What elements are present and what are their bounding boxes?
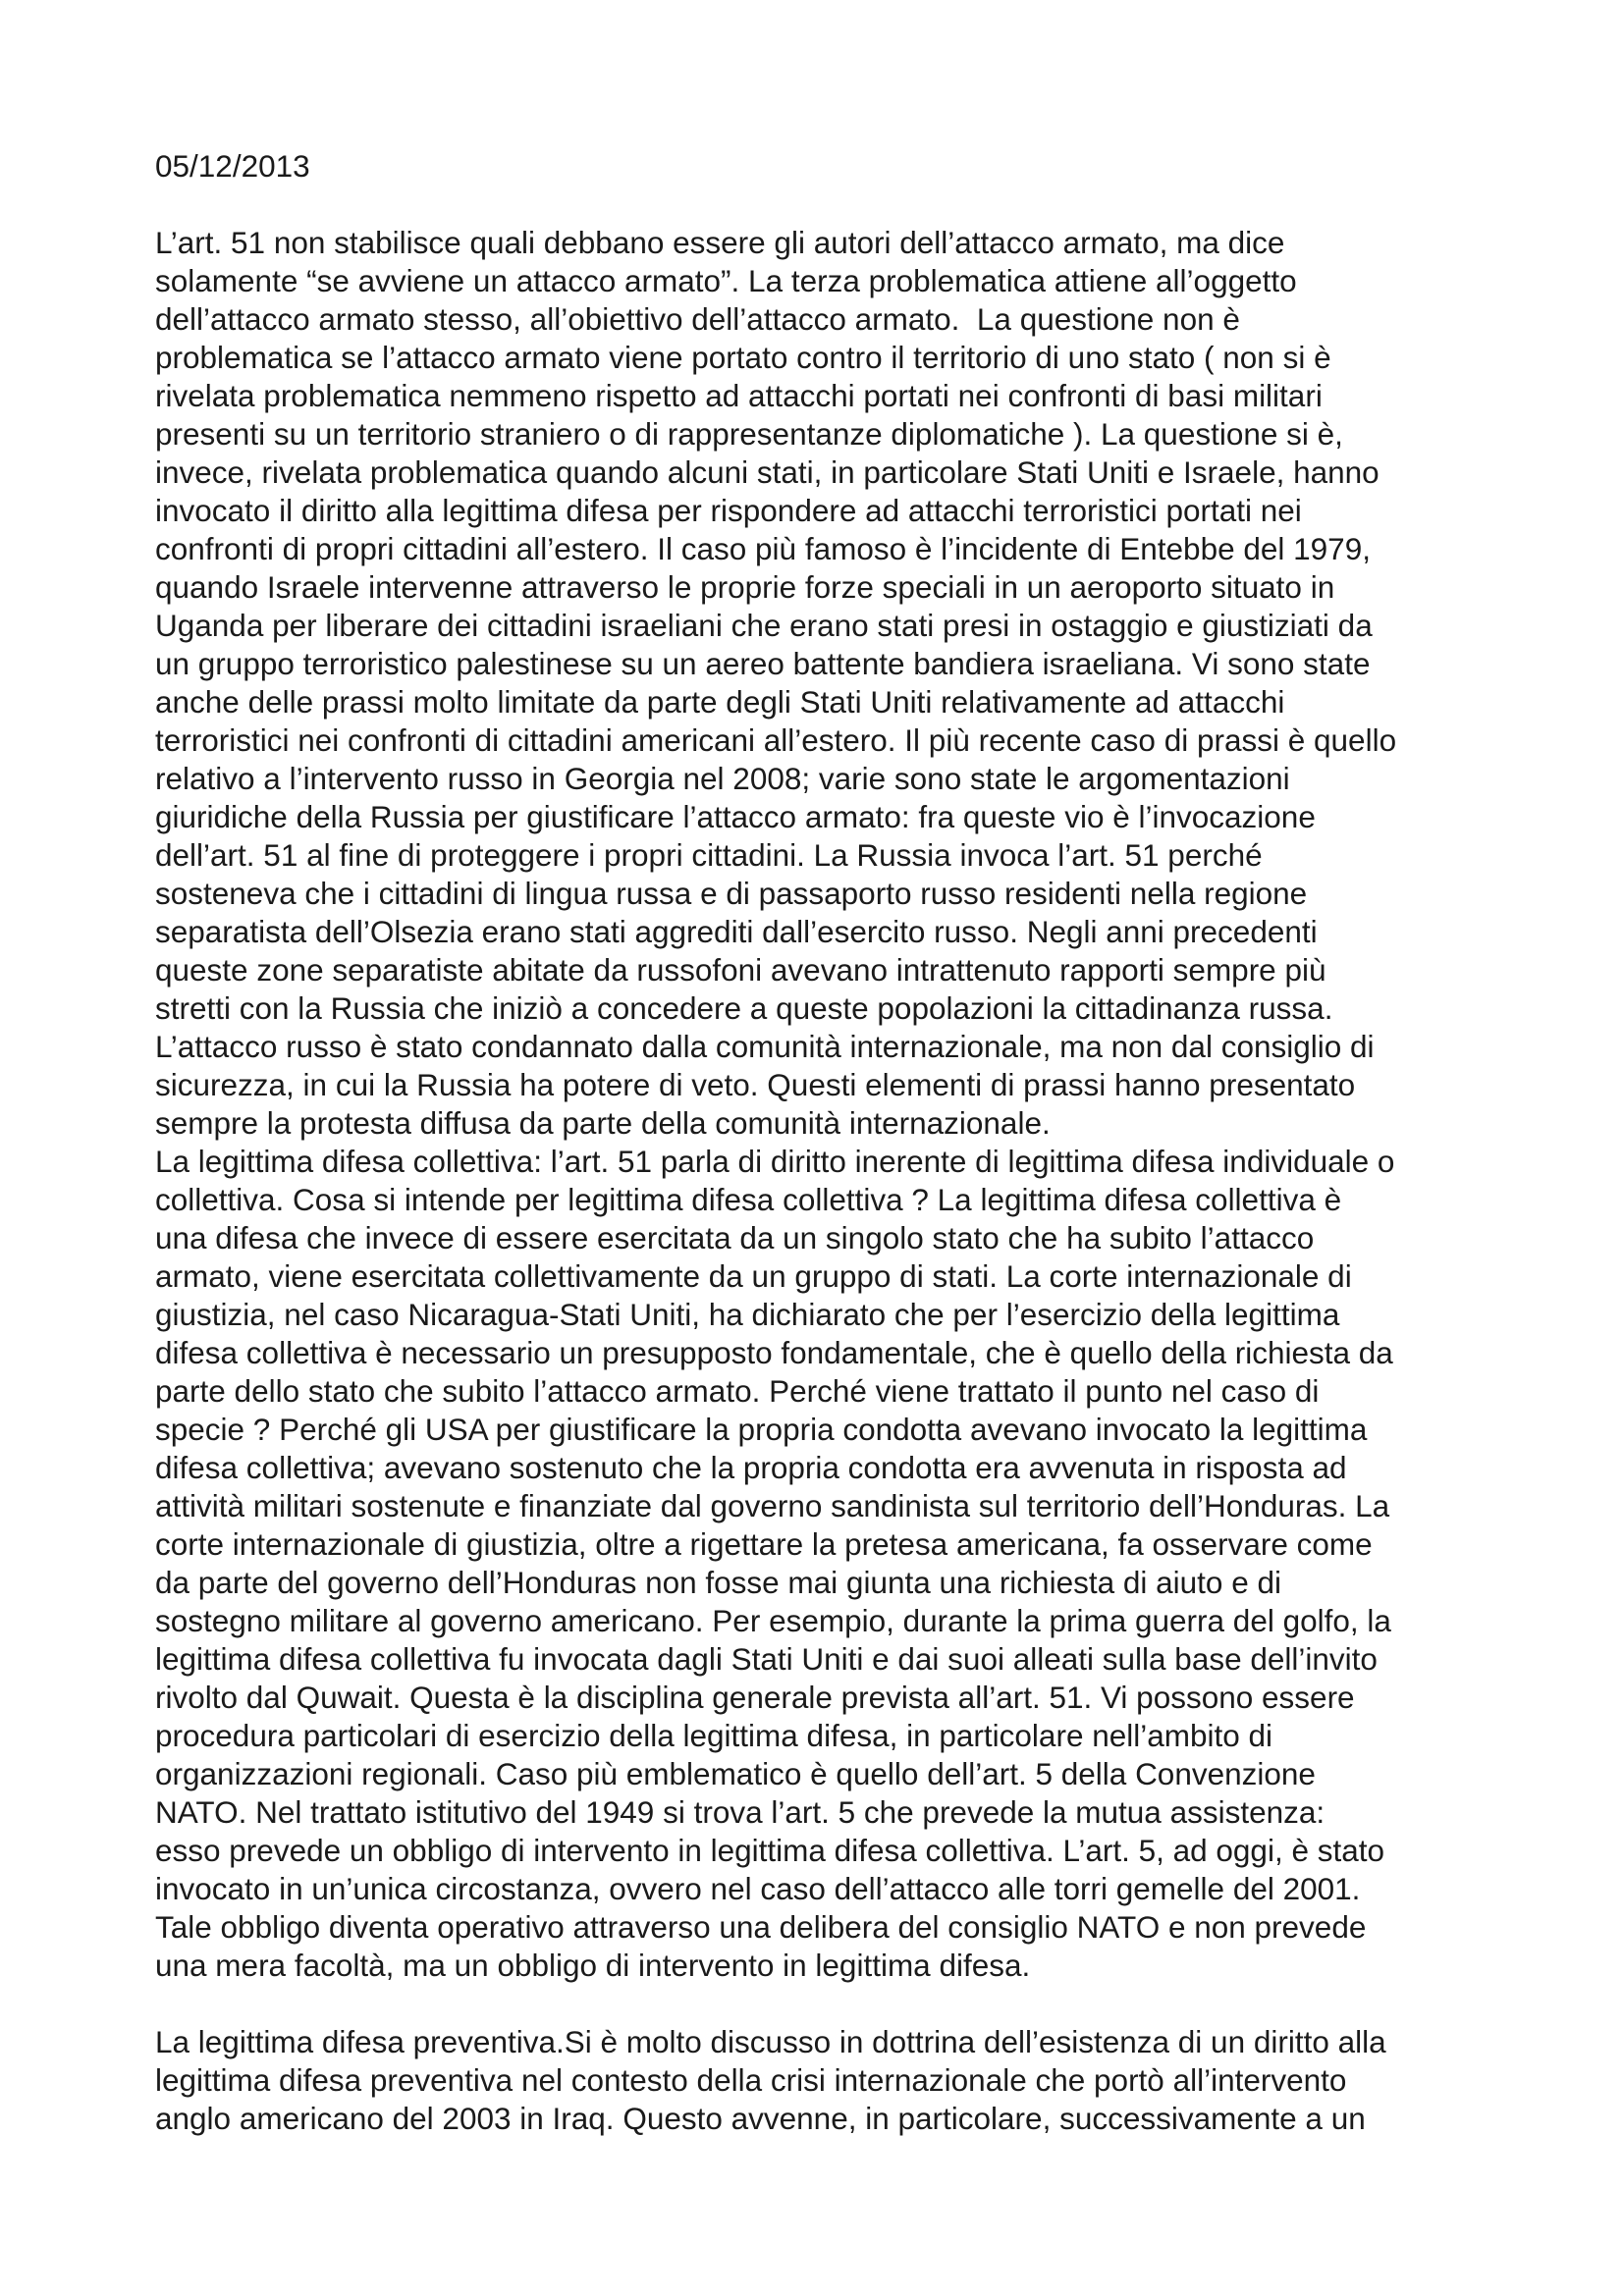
text-line: problematica se l’attacco armato viene portato contro il territorio di uno stato ( non si è: [155, 340, 1331, 375]
text-line: stretti con la Russia che iniziò a concedere a queste popolazioni la cittadinanza russa.: [155, 990, 1333, 1026]
text-line: solamente “se avviene un attacco armato”. La terza problematica attiene all’oggetto: [155, 263, 1297, 298]
text-line: sempre la protesta diffusa da parte della comunità internazionale.: [155, 1105, 1051, 1141]
text-line: La legittima difesa collettiva: l’art. 51 parla di diritto inerente di legittima difesa individuale o: [155, 1144, 1395, 1179]
text-line: una mera facoltà, ma un obbligo di intervento in legittima difesa.: [155, 1948, 1031, 1983]
text-line: quando Israele intervenne attraverso le proprie forze speciali in un aeroporto situato in: [155, 569, 1335, 605]
text-line: dell’art. 51 al fine di proteggere i propri cittadini. La Russia invoca l’art. 51 perché: [155, 837, 1263, 873]
text-line: separatista dell’Olsezia erano stati aggrediti dall’esercito russo. Negli anni precedenti: [155, 914, 1318, 949]
text-line: anche delle prassi molto limitate da parte degli Stati Uniti relativamente ad attacchi: [155, 684, 1285, 720]
text-line: relativo a l’intervento russo in Georgia nel 2008; varie sono state le argomentazioni: [155, 761, 1290, 796]
text-line: specie ? Perché gli USA per giustificare la propria condotta avevano invocato la legittima: [155, 1412, 1368, 1447]
text-line: terroristici nei confronti di cittadini americani all’estero. Il più recente caso di prassi è quello: [155, 722, 1397, 758]
text-line: rivelata problematica nemmeno rispetto ad attacchi portati nei confronti di basi militari: [155, 378, 1323, 413]
paragraph-spacer: [155, 1985, 1490, 2023]
text-line: presenti su un territorio straniero o di rappresentanze diplomatiche ). La questione si è,: [155, 416, 1343, 452]
text-line: L’art. 51 non stabilisce quali debbano essere gli autori dell’attacco armato, ma dice: [155, 225, 1285, 260]
text-line: difesa collettiva è necessario un presupposto fondamentale, che è quello della richiesta da: [155, 1335, 1393, 1370]
text-line: anglo americano del 2003 in Iraq. Questo avvenne, in particolare, successivamente a un: [155, 2101, 1366, 2136]
text-line: L’attacco russo è stato condannato dalla comunità internazionale, ma non dal consiglio di: [155, 1029, 1375, 1064]
text-line: parte dello stato che subito l’attacco armato. Perché viene trattato il punto nel caso di: [155, 1373, 1320, 1409]
text-line: dell’attacco armato stesso, all’obiettivo dell’attacco armato. La questione non è: [155, 301, 1240, 337]
text-line: invocato il diritto alla legittima difesa per rispondere ad attacchi terroristici portati nei: [155, 493, 1302, 528]
text-line: Uganda per liberare dei cittadini israeliani che erano stati presi in ostaggio e giustiziati da: [155, 608, 1373, 643]
paragraph-preventive-defense: [155, 2023, 1490, 2138]
text-line: legittima difesa preventiva nel contesto della crisi internazionale che portò all’intervento: [155, 2062, 1347, 2098]
text-line: un gruppo terroristico palestinese su un aereo battente bandiera israeliana. Vi sono state: [155, 646, 1371, 681]
text-line: invece, rivelata problematica quando alcuni stati, in particolare Stati Uniti e Israele, hanno: [155, 454, 1380, 490]
text-line: procedura particolari di esercizio della legittima difesa, in particolare nell’ambito di: [155, 1718, 1273, 1753]
text-line: giuridiche della Russia per giustificare l’attacco armato: fra queste vio è l’invocazione: [155, 799, 1316, 834]
paragraph-main: [155, 224, 1490, 1985]
text-line: invocato in un’unica circostanza, ovvero nel caso dell’attacco alle torri gemelle del 2001.: [155, 1871, 1361, 1906]
text-line: collettiva. Cosa si intende per legittima difesa collettiva ? La legittima difesa collettiva è: [155, 1182, 1342, 1217]
text-line: Tale obbligo diventa operativo attraverso una delibera del consiglio NATO e non prevede: [155, 1909, 1367, 1945]
text-line: NATO. Nel trattato istitutivo del 1949 si trova l’art. 5 che prevede la mutua assistenza:: [155, 1794, 1325, 1830]
document-page: [155, 147, 1490, 2138]
text-line: sicurezza, in cui la Russia ha potere di veto. Questi elementi di prassi hanno presentato: [155, 1067, 1356, 1102]
text-line: legittima difesa collettiva fu invocata dagli Stati Uniti e dai suoi alleati sulla base dell’invito: [155, 1641, 1378, 1677]
text-line: confronti di propri cittadini all’estero. Il caso più famoso è l’incidente di Entebbe del 1979,: [155, 531, 1371, 566]
text-line: sostegno militare al governo americano. Per esempio, durante la prima guerra del golfo, la: [155, 1603, 1391, 1638]
text-line: queste zone separatiste abitate da russofoni avevano intrattenuto rapporti sempre più: [155, 952, 1326, 988]
text-line: armato, viene esercitata collettivamente da un gruppo di stati. La corte internazionale di: [155, 1258, 1352, 1294]
text-line: rivolto dal Quwait. Questa è la disciplina generale prevista all’art. 51. Vi possono essere: [155, 1680, 1355, 1715]
text-line: La legittima difesa preventiva.Si è molto discusso in dottrina dell’esistenza di un diritto alla: [155, 2024, 1386, 2059]
text-line: corte internazionale di giustizia, oltre a rigettare la pretesa americana, fa osservare come: [155, 1526, 1373, 1562]
text-line: organizzazioni regionali. Caso più emblematico è quello dell’art. 5 della Convenzione: [155, 1756, 1316, 1791]
text-line: da parte del governo dell’Honduras non fosse mai giunta una richiesta di aiuto e di: [155, 1565, 1281, 1600]
document-date: 05/12/2013: [155, 148, 310, 184]
text-line: sosteneva che i cittadini di lingua russa e di passaporto russo residenti nella regione: [155, 876, 1308, 911]
text-line: difesa collettiva; avevano sostenuto che la propria condotta era avvenuta in risposta ad: [155, 1450, 1347, 1485]
text-line: esso prevede un obbligo di intervento in legittima difesa collettiva. L’art. 5, ad oggi, è stato: [155, 1833, 1385, 1868]
text-line: attività militari sostenute e finanziate dal governo sandinista sul territorio dell’Honduras. La: [155, 1488, 1390, 1523]
text-line: una difesa che invece di essere esercitata da un singolo stato che ha subito l’attacco: [155, 1220, 1315, 1255]
text-line: giustizia, nel caso Nicaragua-Stati Uniti, ha dichiarato che per l’esercizio della legittima: [155, 1297, 1340, 1332]
